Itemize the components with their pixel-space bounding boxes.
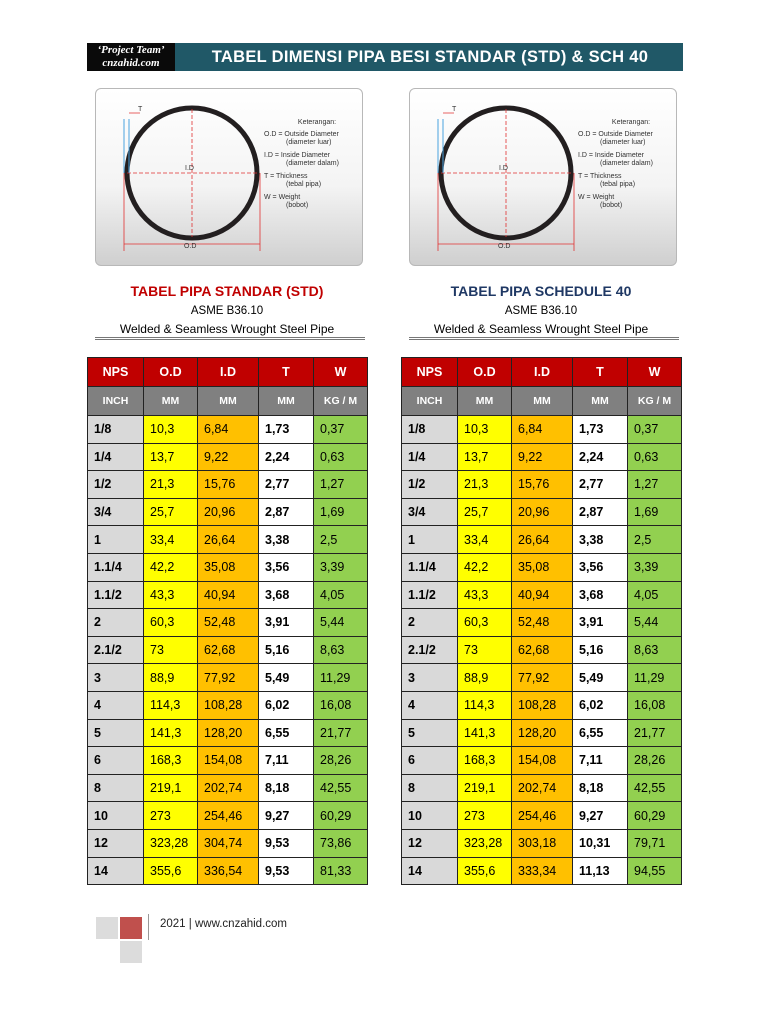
- nps-cell: 5: [402, 719, 458, 747]
- weight-cell: 0,63: [628, 443, 682, 471]
- weight-cell: 28,26: [314, 747, 368, 775]
- nps-cell: 1/8: [402, 416, 458, 444]
- legend-item-note: (bobot): [286, 202, 309, 209]
- nps-cell: 8: [402, 774, 458, 802]
- thickness-cell: 5,49: [259, 664, 314, 692]
- table-row: [88, 416, 368, 444]
- od-cell: 355,6: [144, 857, 198, 885]
- thickness-cell: 5,16: [259, 636, 314, 664]
- thickness-label: T: [138, 106, 143, 113]
- thickness-cell: 9,27: [259, 802, 314, 830]
- legend-item-note: (tebal pipa): [286, 181, 322, 188]
- weight-cell: 0,63: [314, 443, 368, 471]
- thickness-label: T: [452, 106, 457, 113]
- od-cell: 33,4: [458, 526, 512, 554]
- id-cell: 62,68: [512, 636, 573, 664]
- weight-cell: 5,44: [314, 609, 368, 637]
- thickness-cell: 2,87: [259, 498, 314, 526]
- legend-item-note: (diameter luar): [600, 139, 646, 146]
- table-row: [402, 636, 682, 664]
- legend-item-label: T = Thickness: [264, 172, 308, 180]
- weight-cell: 11,29: [628, 664, 682, 692]
- page-title: TABEL DIMENSI PIPA BESI STANDAR (STD) & SCH 40: [211, 48, 649, 66]
- legend-item: [264, 173, 360, 190]
- id-cell: 40,94: [512, 581, 573, 609]
- outside-diameter-label: O.D: [498, 243, 511, 250]
- id-cell: 128,20: [198, 719, 259, 747]
- id-cell: 108,28: [512, 691, 573, 719]
- table-row: [402, 829, 682, 857]
- table-header-row: [88, 358, 368, 387]
- footer-square-red: [120, 917, 142, 939]
- column-header: T: [259, 358, 314, 387]
- unit-header: MM: [458, 387, 512, 416]
- nps-cell: 1/4: [88, 443, 144, 471]
- thickness-cell: 3,68: [573, 581, 628, 609]
- thickness-cell: 3,91: [573, 609, 628, 637]
- od-cell: 114,3: [144, 691, 198, 719]
- thickness-cell: 11,13: [573, 857, 628, 885]
- brand-line-1: ‘Project Team’: [97, 44, 165, 56]
- od-cell: 42,2: [144, 553, 198, 581]
- thickness-cell: 3,91: [259, 609, 314, 637]
- weight-cell: 2,5: [628, 526, 682, 554]
- table-row: [402, 691, 682, 719]
- table-header-row: [402, 358, 682, 387]
- nps-cell: 1: [88, 526, 144, 554]
- nps-cell: 3: [402, 664, 458, 692]
- nps-cell: 2: [88, 609, 144, 637]
- legend-item: [578, 173, 674, 190]
- nps-cell: 3/4: [88, 498, 144, 526]
- id-cell: 20,96: [512, 498, 573, 526]
- od-cell: 273: [458, 802, 512, 830]
- od-cell: 168,3: [458, 747, 512, 775]
- id-cell: 26,64: [512, 526, 573, 554]
- outside-diameter-label: O.D: [184, 243, 197, 250]
- legend-heading: Keterangan:: [297, 119, 337, 126]
- id-cell: 40,94: [198, 581, 259, 609]
- legend-item-note: (tebal pipa): [600, 181, 636, 188]
- thickness-cell: 8,18: [259, 774, 314, 802]
- weight-cell: 94,55: [628, 857, 682, 885]
- column-header: O.D: [458, 358, 512, 387]
- legend-item-label: I.D = Inside Diameter: [264, 151, 330, 159]
- thickness-cell: 3,56: [573, 553, 628, 581]
- thickness-cell: 6,02: [573, 691, 628, 719]
- inside-diameter-label: I.D: [499, 165, 508, 172]
- id-cell: 15,76: [198, 471, 259, 499]
- footer-square-gray-2: [120, 941, 142, 963]
- thickness-cell: 6,55: [259, 719, 314, 747]
- thickness-cell: 2,77: [573, 471, 628, 499]
- nps-cell: 1/2: [88, 471, 144, 499]
- nps-cell: 10: [88, 802, 144, 830]
- unit-header: KG / M: [314, 387, 368, 416]
- id-cell: 202,74: [198, 774, 259, 802]
- table-row: [88, 747, 368, 775]
- thickness-cell: 5,49: [573, 664, 628, 692]
- section-heading-sch40: [391, 283, 691, 336]
- nps-cell: 3: [88, 664, 144, 692]
- footer-text: 2021 | www.cnzahid.com: [160, 918, 287, 930]
- column-header: W: [314, 358, 368, 387]
- od-cell: 114,3: [458, 691, 512, 719]
- nps-cell: 1/8: [88, 416, 144, 444]
- nps-cell: 10: [402, 802, 458, 830]
- nps-cell: 2.1/2: [402, 636, 458, 664]
- od-cell: 73: [458, 636, 512, 664]
- table-row: [88, 664, 368, 692]
- column-header: W: [628, 358, 682, 387]
- divider-sch40: [409, 337, 679, 340]
- id-cell: 52,48: [198, 609, 259, 637]
- legend-item: [264, 194, 360, 211]
- table-row: [88, 471, 368, 499]
- brand-line-2: cnzahid.com: [102, 57, 160, 69]
- thickness-cell: 7,11: [259, 747, 314, 775]
- table-row: [88, 498, 368, 526]
- nps-cell: 12: [402, 829, 458, 857]
- table-units-row: [88, 387, 368, 416]
- thickness-cell: 8,18: [573, 774, 628, 802]
- od-cell: 141,3: [144, 719, 198, 747]
- id-cell: 15,76: [512, 471, 573, 499]
- legend-item: [578, 131, 674, 148]
- id-cell: 77,92: [198, 664, 259, 692]
- legend-item-label: W = Weight: [264, 193, 301, 201]
- thickness-cell: 9,27: [573, 802, 628, 830]
- weight-cell: 16,08: [628, 691, 682, 719]
- table-row: [88, 636, 368, 664]
- id-cell: 6,84: [198, 416, 259, 444]
- table-row: [402, 609, 682, 637]
- weight-cell: 1,69: [314, 498, 368, 526]
- table-row: [402, 747, 682, 775]
- nps-cell: 8: [88, 774, 144, 802]
- thickness-cell: 7,11: [573, 747, 628, 775]
- legend-item-note: (diameter luar): [286, 139, 332, 146]
- weight-cell: 60,29: [628, 802, 682, 830]
- weight-cell: 16,08: [314, 691, 368, 719]
- thickness-cell: 3,56: [259, 553, 314, 581]
- weight-cell: 1,69: [628, 498, 682, 526]
- legend-item-note: (diameter dalam): [286, 160, 339, 167]
- od-cell: 355,6: [458, 857, 512, 885]
- id-cell: 108,28: [198, 691, 259, 719]
- legend-item-label: O.D = Outside Diameter: [264, 130, 339, 138]
- weight-cell: 28,26: [628, 747, 682, 775]
- section-heading-std: [77, 283, 377, 336]
- legend-item-note: (diameter dalam): [600, 160, 653, 167]
- id-cell: 6,84: [512, 416, 573, 444]
- diagram-legend: [264, 119, 360, 215]
- column-header: T: [573, 358, 628, 387]
- od-cell: 88,9: [458, 664, 512, 692]
- weight-cell: 60,29: [314, 802, 368, 830]
- id-cell: 9,22: [512, 443, 573, 471]
- table-row: [402, 857, 682, 885]
- od-cell: 219,1: [144, 774, 198, 802]
- column-header: I.D: [198, 358, 259, 387]
- pipe-diagram-sch40: [409, 88, 677, 266]
- id-cell: 304,74: [198, 829, 259, 857]
- od-cell: 219,1: [458, 774, 512, 802]
- weight-cell: 3,39: [314, 553, 368, 581]
- unit-header: MM: [144, 387, 198, 416]
- weight-cell: 21,77: [628, 719, 682, 747]
- table-row: [402, 443, 682, 471]
- od-cell: 43,3: [458, 581, 512, 609]
- legend-item: [578, 152, 674, 169]
- id-cell: 62,68: [198, 636, 259, 664]
- legend-item: [264, 131, 360, 148]
- table-row: [88, 609, 368, 637]
- weight-cell: 4,05: [314, 581, 368, 609]
- table-row: [88, 802, 368, 830]
- weight-cell: 8,63: [314, 636, 368, 664]
- od-cell: 25,7: [458, 498, 512, 526]
- thickness-cell: 6,55: [573, 719, 628, 747]
- weight-cell: 21,77: [314, 719, 368, 747]
- weight-cell: 42,55: [628, 774, 682, 802]
- id-cell: 303,18: [512, 829, 573, 857]
- table-row: [402, 719, 682, 747]
- column-header: O.D: [144, 358, 198, 387]
- weight-cell: 79,71: [628, 829, 682, 857]
- od-cell: 323,28: [144, 829, 198, 857]
- table-row: [402, 802, 682, 830]
- inside-diameter-label: I.D: [185, 165, 194, 172]
- table-title-sch40: TABEL PIPA SCHEDULE 40: [450, 283, 632, 299]
- thickness-cell: 3,38: [259, 526, 314, 554]
- nps-cell: 1.1/2: [402, 581, 458, 609]
- legend-item-label: I.D = Inside Diameter: [578, 151, 644, 159]
- table-units-row: [402, 387, 682, 416]
- od-cell: 60,3: [144, 609, 198, 637]
- table-row: [402, 498, 682, 526]
- thickness-cell: 9,53: [259, 829, 314, 857]
- nps-cell: 1.1/2: [88, 581, 144, 609]
- table-title-std: TABEL PIPA STANDAR (STD): [130, 283, 324, 299]
- table-row: [88, 526, 368, 554]
- table-row: [88, 443, 368, 471]
- legend-item: [264, 152, 360, 169]
- nps-cell: 1/2: [402, 471, 458, 499]
- unit-header: INCH: [402, 387, 458, 416]
- nps-cell: 12: [88, 829, 144, 857]
- table-row: [88, 829, 368, 857]
- od-cell: 323,28: [458, 829, 512, 857]
- nps-cell: 4: [88, 691, 144, 719]
- nps-cell: 3/4: [402, 498, 458, 526]
- legend-item: [578, 194, 674, 211]
- od-cell: 13,7: [458, 443, 512, 471]
- id-cell: 202,74: [512, 774, 573, 802]
- table-row: [402, 553, 682, 581]
- od-cell: 21,3: [144, 471, 198, 499]
- legend-item-label: T = Thickness: [578, 172, 622, 180]
- weight-cell: 2,5: [314, 526, 368, 554]
- footer-divider: [148, 914, 149, 940]
- weight-cell: 5,44: [628, 609, 682, 637]
- id-cell: 35,08: [198, 553, 259, 581]
- weight-cell: 73,86: [314, 829, 368, 857]
- table-row: [88, 581, 368, 609]
- nps-cell: 6: [88, 747, 144, 775]
- legend-heading: Keterangan:: [611, 119, 651, 126]
- table-row: [88, 857, 368, 885]
- divider-std: [95, 337, 365, 340]
- legend-item-label: W = Weight: [578, 193, 615, 201]
- od-cell: 10,3: [458, 416, 512, 444]
- id-cell: 52,48: [512, 609, 573, 637]
- id-cell: 333,34: [512, 857, 573, 885]
- table-standard-std: ASME B36.10: [190, 305, 264, 317]
- column-header: I.D: [512, 358, 573, 387]
- pipe-table-sch40: [401, 357, 682, 885]
- od-cell: 141,3: [458, 719, 512, 747]
- nps-cell: 14: [88, 857, 144, 885]
- weight-cell: 42,55: [314, 774, 368, 802]
- nps-cell: 5: [88, 719, 144, 747]
- nps-cell: 2.1/2: [88, 636, 144, 664]
- thickness-cell: 9,53: [259, 857, 314, 885]
- od-cell: 21,3: [458, 471, 512, 499]
- thickness-cell: 6,02: [259, 691, 314, 719]
- thickness-cell: 3,38: [573, 526, 628, 554]
- table-row: [402, 664, 682, 692]
- legend-item-label: O.D = Outside Diameter: [578, 130, 653, 138]
- table-row: [402, 471, 682, 499]
- unit-header: MM: [259, 387, 314, 416]
- unit-header: MM: [573, 387, 628, 416]
- id-cell: 9,22: [198, 443, 259, 471]
- weight-cell: 81,33: [314, 857, 368, 885]
- diagram-legend: [578, 119, 674, 215]
- od-cell: 33,4: [144, 526, 198, 554]
- id-cell: 35,08: [512, 553, 573, 581]
- pipe-table-std: [87, 357, 368, 885]
- od-cell: 10,3: [144, 416, 198, 444]
- thickness-cell: 2,24: [259, 443, 314, 471]
- od-cell: 13,7: [144, 443, 198, 471]
- id-cell: 128,20: [512, 719, 573, 747]
- od-cell: 73: [144, 636, 198, 664]
- table-subtitle-sch40: Welded & Seamless Wrought Steel Pipe: [433, 322, 649, 336]
- weight-cell: 1,27: [628, 471, 682, 499]
- id-cell: 254,46: [512, 802, 573, 830]
- od-cell: 88,9: [144, 664, 198, 692]
- nps-cell: 1/4: [402, 443, 458, 471]
- thickness-cell: 2,77: [259, 471, 314, 499]
- id-cell: 26,64: [198, 526, 259, 554]
- table-row: [88, 719, 368, 747]
- unit-header: INCH: [88, 387, 144, 416]
- table-row: [402, 581, 682, 609]
- unit-header: MM: [512, 387, 573, 416]
- table-row: [88, 553, 368, 581]
- id-cell: 77,92: [512, 664, 573, 692]
- table-standard-sch40: ASME B36.10: [504, 305, 578, 317]
- weight-cell: 4,05: [628, 581, 682, 609]
- thickness-cell: 5,16: [573, 636, 628, 664]
- table-subtitle-std: Welded & Seamless Wrought Steel Pipe: [119, 322, 335, 336]
- unit-header: MM: [198, 387, 259, 416]
- id-cell: 154,08: [512, 747, 573, 775]
- id-cell: 20,96: [198, 498, 259, 526]
- table-row: [402, 774, 682, 802]
- nps-cell: 14: [402, 857, 458, 885]
- od-cell: 60,3: [458, 609, 512, 637]
- nps-cell: 4: [402, 691, 458, 719]
- weight-cell: 0,37: [628, 416, 682, 444]
- thickness-cell: 2,87: [573, 498, 628, 526]
- weight-cell: 1,27: [314, 471, 368, 499]
- nps-cell: 1.1/4: [402, 553, 458, 581]
- id-cell: 254,46: [198, 802, 259, 830]
- pipe-diagram-std: [95, 88, 363, 266]
- table-row: [88, 774, 368, 802]
- legend-item-note: (bobot): [600, 202, 623, 209]
- weight-cell: 8,63: [628, 636, 682, 664]
- thickness-cell: 1,73: [573, 416, 628, 444]
- od-cell: 42,2: [458, 553, 512, 581]
- unit-header: KG / M: [628, 387, 682, 416]
- thickness-cell: 10,31: [573, 829, 628, 857]
- weight-cell: 3,39: [628, 553, 682, 581]
- footer-square-gray: [96, 917, 118, 939]
- nps-cell: 1.1/4: [88, 553, 144, 581]
- table-row: [402, 416, 682, 444]
- brand-logo: [87, 43, 175, 71]
- id-cell: 154,08: [198, 747, 259, 775]
- od-cell: 168,3: [144, 747, 198, 775]
- od-cell: 43,3: [144, 581, 198, 609]
- table-row: [402, 526, 682, 554]
- od-cell: 273: [144, 802, 198, 830]
- table-row: [88, 691, 368, 719]
- id-cell: 336,54: [198, 857, 259, 885]
- thickness-cell: 1,73: [259, 416, 314, 444]
- nps-cell: 6: [402, 747, 458, 775]
- nps-cell: 1: [402, 526, 458, 554]
- column-header: NPS: [402, 358, 458, 387]
- od-cell: 25,7: [144, 498, 198, 526]
- weight-cell: 11,29: [314, 664, 368, 692]
- thickness-cell: 2,24: [573, 443, 628, 471]
- thickness-cell: 3,68: [259, 581, 314, 609]
- column-header: NPS: [88, 358, 144, 387]
- weight-cell: 0,37: [314, 416, 368, 444]
- nps-cell: 2: [402, 609, 458, 637]
